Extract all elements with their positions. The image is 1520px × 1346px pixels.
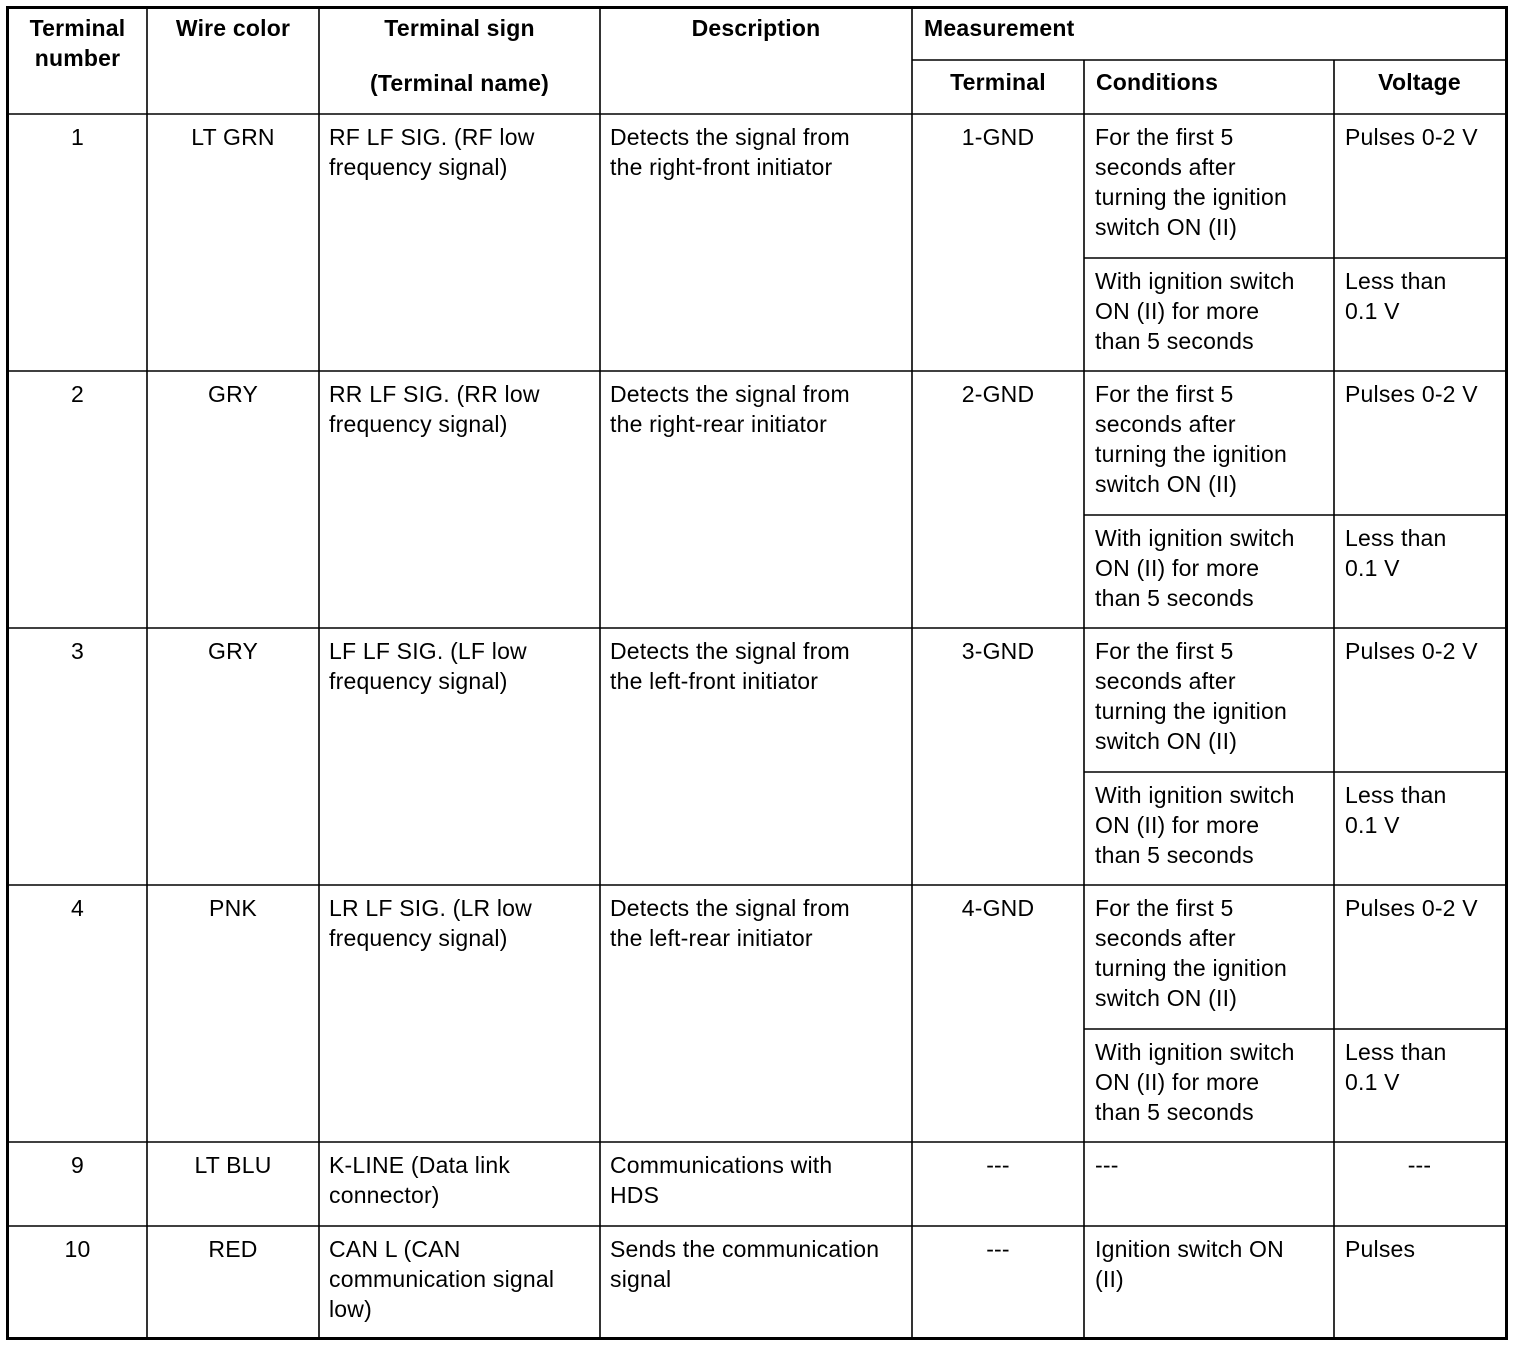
header-terminal-number: Terminal number — [29, 15, 126, 71]
cell-terminal-number: 4 — [71, 895, 84, 921]
cell-voltage: Less than 0.1 V — [1345, 782, 1447, 838]
cell-terminal-sign: CAN L (CAN communication signal low) — [329, 1236, 555, 1322]
cell-condition: With ignition switch ON (II) for more than 5 seconds — [1095, 525, 1295, 611]
cell-measurement-terminal: 2-GND — [961, 381, 1035, 407]
cell-voltage: Pulses 0-2 V — [1345, 381, 1478, 407]
cell-voltage: Less than 0.1 V — [1345, 268, 1447, 324]
cell-measurement-terminal: --- — [986, 1236, 1010, 1262]
cell-terminal-sign: K-LINE (Data link connector) — [329, 1152, 511, 1208]
cell-terminal-sign: RR LF SIG. (RR low frequency signal) — [329, 381, 540, 437]
cell-condition: With ignition switch ON (II) for more than 5 seconds — [1095, 268, 1295, 354]
cell-voltage: Pulses 0-2 V — [1345, 124, 1478, 150]
header-terminal-name: (Terminal name) — [370, 70, 549, 96]
cell-terminal-sign: LF LF SIG. (LF low frequency signal) — [329, 638, 527, 694]
cell-description: Sends the communication signal — [610, 1236, 880, 1292]
cell-terminal-number: 1 — [71, 124, 84, 150]
cell-wire-color: GRY — [207, 638, 259, 664]
cell-description: Detects the signal from the left-rear initiator — [610, 895, 850, 951]
cell-description: Detects the signal from the right-rear initiator — [610, 381, 850, 437]
cell-voltage: Pulses — [1345, 1236, 1416, 1262]
cell-description: Detects the signal from the right-front initiator — [610, 124, 850, 180]
cell-condition: For the first 5 seconds after turning the ignition switch ON (II) — [1095, 638, 1287, 754]
cell-measurement-terminal: 4-GND — [961, 895, 1035, 921]
header-description: Description — [691, 15, 821, 41]
cell-terminal-sign: RF LF SIG. (RF low frequency signal) — [329, 124, 535, 180]
cell-voltage: Less than 0.1 V — [1345, 525, 1447, 581]
cell-condition: Ignition switch ON (II) — [1095, 1236, 1284, 1292]
header-terminal: Terminal — [950, 69, 1046, 95]
cell-wire-color: LT BLU — [194, 1152, 272, 1178]
header-voltage: Voltage — [1378, 69, 1461, 95]
header-measurement: Measurement — [924, 15, 1075, 41]
cell-voltage: --- — [1407, 1152, 1432, 1178]
header-terminal-sign: Terminal sign — [384, 15, 535, 41]
cell-terminal-number: 3 — [71, 638, 84, 664]
cell-wire-color: PNK — [209, 895, 257, 921]
cell-voltage: Pulses 0-2 V — [1345, 895, 1478, 921]
cell-condition: With ignition switch ON (II) for more than 5 seconds — [1095, 782, 1295, 868]
cell-condition: For the first 5 seconds after turning the ignition switch ON (II) — [1095, 895, 1287, 1011]
header-conditions: Conditions — [1096, 69, 1219, 95]
cell-measurement-terminal: 3-GND — [961, 638, 1035, 664]
cell-terminal-number: 10 — [64, 1236, 91, 1262]
cell-wire-color: RED — [208, 1236, 258, 1262]
cell-condition: For the first 5 seconds after turning the ignition switch ON (II) — [1095, 124, 1287, 240]
cell-terminal-number: 9 — [71, 1152, 84, 1178]
cell-terminal-sign: LR LF SIG. (LR low frequency signal) — [329, 895, 532, 951]
cell-description: Detects the signal from the left-front initiator — [610, 638, 850, 694]
cell-measurement-terminal: 1-GND — [961, 124, 1035, 150]
header-wire-color: Wire color — [175, 15, 291, 41]
cell-wire-color: LT GRN — [191, 124, 275, 150]
cell-terminal-number: 2 — [71, 381, 84, 407]
cell-voltage: Less than 0.1 V — [1345, 1039, 1447, 1095]
cell-measurement-terminal: --- — [986, 1152, 1010, 1178]
cell-condition: --- — [1095, 1152, 1119, 1178]
cell-voltage: Pulses 0-2 V — [1345, 638, 1478, 664]
cell-description: Communications with HDS — [610, 1152, 833, 1208]
cell-condition: For the first 5 seconds after turning the ignition switch ON (II) — [1095, 381, 1287, 497]
cell-condition: With ignition switch ON (II) for more than 5 seconds — [1095, 1039, 1295, 1125]
cell-wire-color: GRY — [207, 381, 259, 407]
